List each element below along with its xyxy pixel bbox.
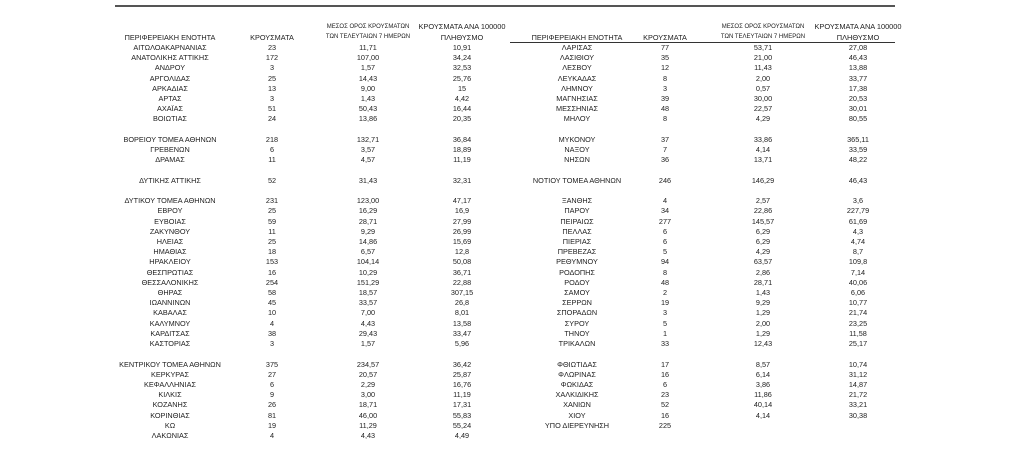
- seven-day-average: 1,57: [360, 339, 376, 349]
- cases-per-100k: 8,7: [852, 247, 864, 257]
- left-header-avg-line2: ΤΩΝ ΤΕΛΕΥΤΑΙΩΝ 7 ΗΜΕΡΩΝ: [325, 34, 411, 40]
- region-name: ΠΕΛΛΑΣ: [562, 226, 592, 236]
- seven-day-average: 2,00: [755, 318, 771, 328]
- cases-per-100k: 4,42: [454, 94, 470, 104]
- cases: 36: [660, 155, 670, 165]
- seven-day-average: 2,86: [755, 267, 771, 277]
- seven-day-average: 6,29: [755, 226, 771, 236]
- cases: 8: [662, 114, 668, 124]
- cases: 94: [660, 257, 670, 267]
- cases-per-100k: 18,89: [452, 145, 472, 155]
- seven-day-average: 12,43: [753, 339, 773, 349]
- region-name: ΛΑΡΙΣΑΣ: [561, 43, 593, 52]
- region-name: ΝΗΣΩΝ: [564, 155, 590, 165]
- cases: 16: [660, 369, 670, 379]
- cases: 19: [660, 298, 670, 308]
- cases: 11: [268, 155, 276, 165]
- seven-day-average: 30,00: [753, 94, 773, 104]
- region-name: ΕΒΡΟΥ: [157, 206, 183, 216]
- seven-day-average: 11,29: [359, 420, 377, 430]
- cases: 33: [660, 339, 670, 349]
- cases: 8: [662, 267, 668, 277]
- region-name: ΚΑΣΤΟΡΙΑΣ: [149, 339, 191, 349]
- cases: 3: [269, 63, 275, 73]
- seven-day-average: 1,29: [755, 328, 771, 338]
- seven-day-average: 16,29: [358, 206, 378, 216]
- seven-day-average: 11,43: [754, 63, 772, 73]
- region-name: ΗΜΑΘΙΑΣ: [153, 247, 187, 257]
- cases-per-100k: 26,99: [452, 226, 472, 236]
- seven-day-average: 0,57: [755, 83, 771, 93]
- cases-per-100k: 4,49: [454, 430, 470, 440]
- region-name: ΧΑΛΚΙΔΙΚΗΣ: [555, 390, 599, 400]
- cases-per-100k: 109,8: [848, 257, 868, 267]
- cases-per-100k: 11,19: [453, 155, 471, 165]
- region-name: ΤΡΙΚΑΛΩΝ: [558, 339, 596, 349]
- seven-day-average: 7,00: [360, 308, 376, 318]
- cases-per-100k: 46,43: [848, 175, 868, 185]
- cases-per-100k: 36,84: [452, 134, 472, 144]
- cases: 3: [269, 94, 275, 104]
- cases: 17: [660, 359, 670, 369]
- seven-day-average: 53,71: [753, 43, 773, 52]
- seven-day-average: 2,57: [755, 196, 771, 206]
- seven-day-average: 9,00: [360, 83, 376, 93]
- region-name: ΘΗΡΑΣ: [157, 288, 183, 298]
- cases-per-100k: 33,47: [452, 328, 472, 338]
- cases-per-100k: 36,71: [452, 267, 472, 277]
- left-header-region: ΠΕΡΙΦΕΡΕΙΑΚΗ ΕΝΟΤΗΤΑ: [124, 33, 216, 42]
- region-name: ΑΝΑΤΟΛΙΚΗΣ ΑΤΤΙΚΗΣ: [131, 53, 209, 63]
- region-name: ΚΟΖΑΝΗΣ: [152, 400, 188, 410]
- cases-per-100k: 8,01: [454, 308, 470, 318]
- cases: 6: [269, 145, 275, 155]
- right-header-region: ΠΕΡΙΦΕΡΕΙΑΚΗ ΕΝΟΤΗΤΑ: [531, 33, 623, 42]
- right-header-per100k-line2: ΠΛΗΘΥΣΜΟ: [836, 33, 880, 42]
- cases: 8: [662, 73, 668, 83]
- cases-per-100k: 17,38: [848, 83, 868, 93]
- seven-day-average: 104,14: [356, 257, 380, 267]
- cases: 7: [662, 145, 668, 155]
- cases-per-100k: 5,96: [454, 339, 470, 349]
- region-name: ΛΕΣΒΟΥ: [562, 63, 592, 73]
- seven-day-average: 4,29: [755, 247, 771, 257]
- region-name: ΝΑΞΟΥ: [564, 145, 590, 155]
- seven-day-average: 13,86: [358, 114, 378, 124]
- cases-per-100k: 11,58: [849, 328, 867, 338]
- seven-day-average: 234,57: [356, 359, 380, 369]
- region-name: ΤΗΝΟΥ: [564, 328, 590, 338]
- region-name: ΔΥΤΙΚΗΣ ΑΤΤΙΚΗΣ: [139, 175, 201, 185]
- cases-per-100k: 3,6: [852, 196, 864, 206]
- region-name: ΘΕΣΣΑΛΟΝΙΚΗΣ: [141, 277, 199, 287]
- region-name: ΗΡΑΚΛΕΙΟΥ: [149, 257, 191, 267]
- seven-day-average: 145,57: [751, 216, 775, 226]
- cases: 225: [658, 420, 672, 430]
- seven-day-average: 20,57: [358, 369, 378, 379]
- top-rule: [115, 5, 895, 7]
- cases: 5: [662, 247, 668, 257]
- seven-day-average: 1,57: [360, 63, 376, 73]
- cases: 3: [662, 308, 668, 318]
- cases-per-100k: 55,83: [452, 410, 472, 420]
- region-name: ΡΟΔΟΠΗΣ: [559, 267, 595, 277]
- cases-per-100k: 10,77: [848, 298, 868, 308]
- cases-per-100k: 17,31: [452, 400, 472, 410]
- cases-per-100k: 4,3: [852, 226, 864, 236]
- cases: 6: [662, 226, 668, 236]
- cases: 25: [267, 73, 277, 83]
- cases: 35: [660, 53, 670, 63]
- region-name: ΑΧΑΪΑΣ: [156, 104, 184, 114]
- cases: 3: [662, 83, 668, 93]
- right-header-avg-line2: ΤΩΝ ΤΕΛΕΥΤΑΙΩΝ 7 ΗΜΕΡΩΝ: [720, 34, 806, 40]
- cases: 277: [658, 216, 672, 226]
- region-name: ΡΕΘΥΜΝΟΥ: [556, 257, 598, 267]
- cases-per-100k: 46,43: [848, 53, 868, 63]
- region-name: ΓΡΕΒΕΝΩΝ: [150, 145, 190, 155]
- cases: 1: [662, 328, 668, 338]
- cases: 2: [662, 288, 668, 298]
- seven-day-average: 2,29: [360, 379, 376, 389]
- region-name: ΜΗΛΟΥ: [563, 114, 591, 124]
- cases-per-100k: 365,11: [847, 134, 869, 144]
- cases: 26: [267, 400, 277, 410]
- region-name: ΠΡΕΒΕΖΑΣ: [557, 247, 597, 257]
- region-name: ΑΙΤΩΛΟΑΚΑΡΝΑΝΙΑΣ: [133, 43, 207, 52]
- seven-day-average: 40,14: [753, 400, 773, 410]
- cases-per-100k: 31,12: [848, 369, 868, 379]
- cases-per-100k: 30,38: [848, 410, 868, 420]
- cases-per-100k: 30,01: [848, 104, 868, 114]
- cases: 4: [269, 318, 275, 328]
- cases-per-100k: 4,74: [850, 236, 866, 246]
- seven-day-average: 132,71: [356, 134, 380, 144]
- cases-per-100k: 25,87: [452, 369, 472, 379]
- seven-day-average: 4,57: [360, 155, 376, 165]
- region-name: ΑΡΓΟΛΙΔΑΣ: [149, 73, 191, 83]
- seven-day-average: 3,57: [360, 145, 376, 155]
- left-header-per100k-line2: ΠΛΗΘΥΣΜΟ: [440, 33, 484, 42]
- region-name: ΧΙΟΥ: [568, 410, 586, 420]
- cases: 4: [269, 430, 275, 440]
- left-header-avg-line1: ΜΕΣΟΣ ΟΡΟΣ ΚΡΟΥΣΜΑΤΩΝ: [326, 24, 410, 30]
- region-name: ΑΡΤΑΣ: [158, 94, 182, 104]
- seven-day-average: 4,14: [755, 145, 771, 155]
- left-header-per100k-line1: ΚΡΟΥΣΜΑΤΑ ΑΝΑ 100000: [418, 22, 506, 31]
- region-name: ΑΡΚΑΔΙΑΣ: [152, 83, 188, 93]
- cases-per-100k: 13,58: [452, 318, 472, 328]
- region-name: ΞΑΝΘΗΣ: [561, 196, 593, 206]
- cases: 10: [267, 308, 277, 318]
- cases: 19: [267, 420, 277, 430]
- seven-day-average: 4,43: [360, 430, 376, 440]
- seven-day-average: 18,71: [358, 400, 378, 410]
- seven-day-average: 6,29: [755, 236, 771, 246]
- seven-day-average: 4,43: [360, 318, 376, 328]
- cases-per-100k: 16,76: [452, 379, 472, 389]
- cases-per-100k: 21,72: [848, 390, 868, 400]
- region-name: ΚΙΛΚΙΣ: [158, 390, 182, 400]
- cases-per-100k: 6,06: [850, 288, 866, 298]
- left-header-cases: ΚΡΟΥΣΜΑΤΑ: [250, 33, 294, 42]
- cases-per-100k: 25,76: [452, 73, 472, 83]
- seven-day-average: 29,43: [358, 328, 378, 338]
- seven-day-average: 3,86: [755, 379, 771, 389]
- seven-day-average: 33,57: [358, 298, 378, 308]
- seven-day-average: 33,86: [753, 134, 773, 144]
- cases-per-100k: 21,74: [848, 308, 868, 318]
- cases: 16: [267, 267, 277, 277]
- region-name: ΥΠΟ ΔΙΕΡΕΥΝΗΣΗ: [544, 420, 610, 430]
- cases-per-100k: 13,88: [848, 63, 868, 73]
- cases: 9: [269, 390, 275, 400]
- cases: 375: [265, 359, 279, 369]
- region-name: ΛΗΜΝΟΥ: [561, 83, 593, 93]
- region-name: ΜΥΚΟΝΟΥ: [558, 134, 596, 144]
- region-name: ΒΟΙΩΤΙΑΣ: [153, 114, 187, 124]
- cases: 6: [662, 379, 668, 389]
- cases: 45: [267, 298, 277, 308]
- region-name: ΣΑΜΟΥ: [564, 288, 590, 298]
- cases: 37: [660, 134, 670, 144]
- cases: 3: [269, 339, 275, 349]
- region-name: ΠΕΙΡΑΙΩΣ: [560, 216, 594, 226]
- cases: 77: [660, 43, 670, 52]
- seven-day-average: 28,71: [753, 277, 773, 287]
- region-name: ΗΛΕΙΑΣ: [156, 236, 184, 246]
- region-name: ΛΑΚΩΝΙΑΣ: [151, 430, 189, 440]
- region-name: ΚΕΝΤΡΙΚΟΥ ΤΟΜΕΑ ΑΘΗΝΩΝ: [119, 359, 221, 369]
- seven-day-average: 1,29: [755, 308, 771, 318]
- cases: 246: [658, 175, 672, 185]
- cases-per-100k: 15: [457, 83, 467, 93]
- cases: 39: [660, 94, 670, 104]
- region-name: ΣΠΟΡΑΔΩΝ: [556, 308, 598, 318]
- seven-day-average: 10,29: [358, 267, 378, 277]
- region-name: ΙΩΑΝΝΙΝΩΝ: [149, 298, 191, 308]
- region-name: ΑΝΔΡΟΥ: [154, 63, 186, 73]
- cases-per-100k: 34,24: [452, 53, 472, 63]
- cases-per-100k: 20,53: [848, 94, 868, 104]
- seven-day-average: 4,29: [755, 114, 771, 124]
- cases: 218: [265, 134, 279, 144]
- cases-per-100k: 10,74: [848, 359, 868, 369]
- cases: 59: [267, 216, 277, 226]
- right-header-per100k-line1: ΚΡΟΥΣΜΑΤΑ ΑΝΑ 100000: [814, 22, 902, 31]
- cases: 4: [662, 196, 668, 206]
- region-name: ΚΑΒΑΛΑΣ: [153, 308, 187, 318]
- cases: 5: [662, 318, 668, 328]
- cases-per-100k: 15,69: [452, 236, 472, 246]
- seven-day-average: 14,43: [358, 73, 378, 83]
- region-name: ΒΟΡΕΙΟΥ ΤΟΜΕΑ ΑΘΗΝΩΝ: [123, 134, 217, 144]
- region-name: ΜΕΣΣΗΝΙΑΣ: [556, 104, 598, 114]
- seven-day-average: 18,57: [358, 288, 378, 298]
- cases-per-100k: 50,08: [452, 257, 472, 267]
- cases-per-100k: 11,19: [453, 390, 471, 400]
- cases: 6: [269, 379, 275, 389]
- cases: 6: [662, 236, 668, 246]
- cases: 172: [265, 53, 279, 63]
- cases: 51: [267, 104, 277, 114]
- cases: 11: [268, 226, 276, 236]
- region-name: ΚΩ: [164, 420, 176, 430]
- region-name: ΚΑΛΥΜΝΟΥ: [149, 318, 191, 328]
- seven-day-average: 22,86: [753, 206, 773, 216]
- seven-day-average: 31,43: [358, 175, 378, 185]
- cases-per-100k: 23,25: [848, 318, 868, 328]
- cases: 13: [267, 83, 277, 93]
- cases-per-100k: 36,42: [452, 359, 472, 369]
- region-name: ΝΟΤΙΟΥ ΤΟΜΕΑ ΑΘΗΝΩΝ: [532, 175, 622, 185]
- seven-day-average: 13,71: [753, 155, 773, 165]
- region-name: ΛΕΥΚΑΔΑΣ: [557, 73, 597, 83]
- cases: 27: [267, 369, 277, 379]
- cases-per-100k: 55,24: [452, 420, 472, 430]
- cases-per-100k: 25,17: [848, 339, 868, 349]
- region-name: ΠΙΕΡΙΑΣ: [562, 236, 592, 246]
- cases-per-100k: 26,8: [454, 298, 470, 308]
- cases: 254: [265, 277, 279, 287]
- cases-per-100k: 10,91: [452, 43, 472, 52]
- cases: 38: [267, 328, 277, 338]
- region-name: ΦΘΙΩΤΙΔΑΣ: [557, 359, 597, 369]
- cases: 24: [267, 114, 277, 124]
- cases-per-100k: 307,15: [450, 288, 474, 298]
- cases-per-100k: 27,08: [848, 43, 868, 52]
- seven-day-average: 2,00: [755, 73, 771, 83]
- seven-day-average: 123,00: [356, 196, 380, 206]
- region-name: ΛΑΣΙΘΙΟΥ: [559, 53, 595, 63]
- cases: 23: [267, 43, 277, 52]
- cases-per-100k: 227,79: [846, 206, 870, 216]
- seven-day-average: 63,57: [753, 257, 773, 267]
- seven-day-average: 14,86: [358, 236, 378, 246]
- seven-day-average: 151,29: [356, 277, 380, 287]
- cases-per-100k: 20,35: [452, 114, 472, 124]
- seven-day-average: 3,00: [360, 390, 376, 400]
- region-name: ΘΕΣΠΡΩΤΙΑΣ: [146, 267, 194, 277]
- cases: 12: [660, 63, 670, 73]
- cases-per-100k: 48,22: [848, 155, 868, 165]
- cases-per-100k: 12,8: [454, 247, 470, 257]
- seven-day-average: 146,29: [751, 175, 775, 185]
- cases-per-100k: 14,87: [848, 379, 868, 389]
- region-name: ΚΟΡΙΝΘΙΑΣ: [150, 410, 190, 420]
- cases-per-100k: 27,99: [452, 216, 472, 226]
- region-name: ΚΕΡΚΥΡΑΣ: [150, 369, 190, 379]
- cases-per-100k: 22,88: [452, 277, 472, 287]
- seven-day-average: 11,86: [754, 390, 772, 400]
- cases: 58: [267, 288, 277, 298]
- seven-day-average: 9,29: [360, 226, 376, 236]
- region-name: ΦΛΩΡΙΝΑΣ: [558, 369, 596, 379]
- seven-day-average: 6,57: [360, 247, 376, 257]
- cases: 16: [660, 410, 670, 420]
- cases: 25: [267, 206, 277, 216]
- seven-day-average: 8,57: [755, 359, 771, 369]
- cases-per-100k: 80,55: [848, 114, 868, 124]
- region-name: ΦΩΚΙΔΑΣ: [560, 379, 594, 389]
- cases-per-100k: 33,77: [848, 73, 868, 83]
- cases: 34: [660, 206, 670, 216]
- cases-per-100k: 33,59: [848, 145, 868, 155]
- region-name: ΚΕΦΑΛΛΗΝΙΑΣ: [144, 379, 196, 389]
- seven-day-average: 6,14: [755, 369, 771, 379]
- cases-per-100k: 7,14: [850, 267, 866, 277]
- cases: 48: [660, 104, 670, 114]
- seven-day-average: 4,14: [755, 410, 771, 420]
- cases: 25: [267, 236, 277, 246]
- right-header-cases: ΚΡΟΥΣΜΑΤΑ: [643, 33, 687, 42]
- region-name: ΕΥΒΟΙΑΣ: [154, 216, 186, 226]
- region-name: ΣΕΡΡΩΝ: [562, 298, 592, 308]
- cases: 48: [660, 277, 670, 287]
- region-name: ΠΑΡΟΥ: [564, 206, 590, 216]
- region-name: ΖΑΚΥΝΘΟΥ: [149, 226, 191, 236]
- seven-day-average: 1,43: [360, 94, 376, 104]
- seven-day-average: 9,29: [755, 298, 771, 308]
- seven-day-average: 21,00: [753, 53, 773, 63]
- region-name: ΔΡΑΜΑΣ: [155, 155, 185, 165]
- seven-day-average: 22,57: [753, 104, 773, 114]
- region-name: ΚΑΡΔΙΤΣΑΣ: [150, 328, 190, 338]
- cases: 81: [267, 410, 277, 420]
- seven-day-average: 11,71: [359, 43, 377, 52]
- cases-per-100k: 16,9: [454, 206, 470, 216]
- cases: 231: [265, 196, 279, 206]
- region-name: ΧΑΝΙΩΝ: [563, 400, 591, 410]
- seven-day-average: 1,43: [755, 288, 771, 298]
- right-header-avg-line1: ΜΕΣΟΣ ΟΡΟΣ ΚΡΟΥΣΜΑΤΩΝ: [721, 24, 805, 30]
- cases: 153: [265, 257, 279, 267]
- cases-per-100k: 47,17: [452, 196, 472, 206]
- cases-per-100k: 61,69: [848, 216, 868, 226]
- cases-per-100k: 32,31: [452, 175, 472, 185]
- seven-day-average: 46,00: [358, 410, 378, 420]
- region-name: ΜΑΓΝΗΣΙΑΣ: [556, 94, 598, 104]
- cases: 52: [267, 175, 277, 185]
- region-name: ΔΥΤΙΚΟΥ ΤΟΜΕΑ ΑΘΗΝΩΝ: [124, 196, 216, 206]
- cases-per-100k: 16,44: [452, 104, 472, 114]
- cases-per-100k: 33,21: [848, 400, 868, 410]
- cases: 23: [660, 390, 670, 400]
- seven-day-average: 107,00: [356, 53, 380, 63]
- cases: 52: [660, 400, 670, 410]
- cases: 18: [267, 247, 277, 257]
- cases-per-100k: 40,06: [848, 277, 868, 287]
- seven-day-average: 28,71: [358, 216, 378, 226]
- seven-day-average: 50,43: [358, 104, 378, 114]
- region-name: ΣΥΡΟΥ: [564, 318, 590, 328]
- cases-per-100k: 32,53: [452, 63, 472, 73]
- region-name: ΡΟΔΟΥ: [564, 277, 590, 287]
